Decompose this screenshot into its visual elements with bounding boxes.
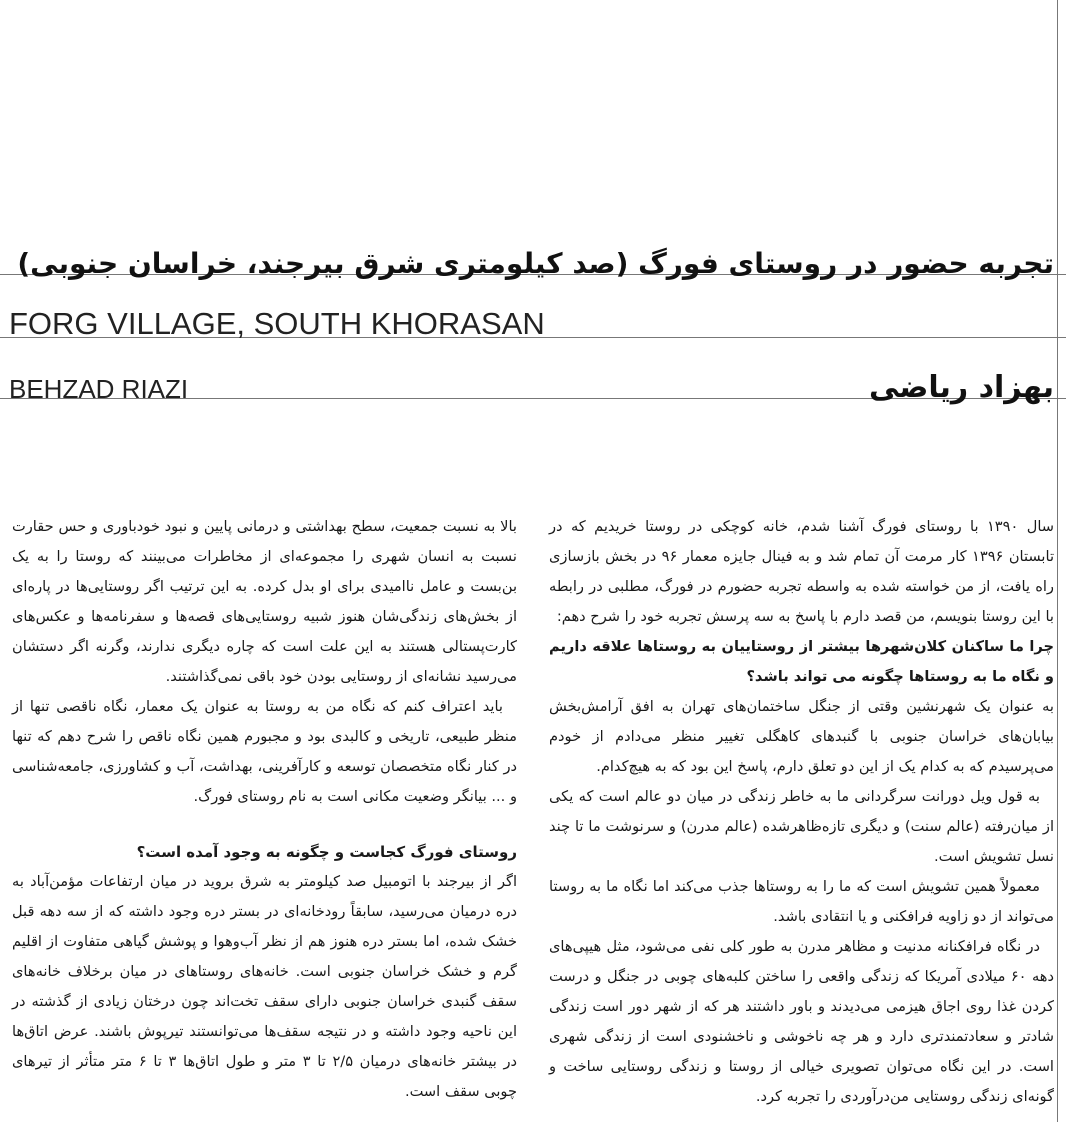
article-title-english: FORG VILLAGE, SOUTH KHORASAN xyxy=(9,306,545,341)
paragraph: به قول ویل دورانت سرگردانی ما به خاطر زندگی در میان دو عالم است که یکی از میان‌رفته (عالم سنت) و دیگری تازه‌ظاهرشده (عالم مدرن) و سرنوشت ما تا چند نسل تشویش است. xyxy=(549,788,1054,865)
paragraph: اگر از بیرجند با اتومبیل صد کیلومتر به شرق بروید در میان ارتفاعات مؤمن‌آباد به دره درمیان می‌رسید، سابقاً رودخانه‌ای در بستر دره وجود داشته که از سه دهه قبل خشک شده، اما بستر دره هنوز هم از نظر آب‌وهوا و پوشش گیاهی متفاوت از اقلیم گرم و خشک خراسان جنوبی است. خانه‌های روستاهای در میان برخلاف خانه‌های سقف گنبدی خراسان جنوبی دارای سقف تخت‌اند چون درختان زیادی از گذشته در این ناحیه وجود داشته و در نتیجه سقف‌ها می‌توانستند تیرپوش باشند. عرض اتاق‌ها در بیشتر خانه‌های درمیان ۲/۵ تا ۳ متر و طول اتاق‌ها ۳ تا ۶ متر متأثر از تیرهای چوبی سقف است. xyxy=(12,873,517,1100)
paragraph: به عنوان یک شهرنشین وقتی از جنگل ساختمان‌های تهران به افق آرامش‌بخش بیابان‌های خراسان جنوبی با گنبدهای کاهگلی تغییر منظر می‌دادم از خودم می‌پرسیدم که به کدام یک از این دو تعلق دارم، پاسخ این بود که به هیچ‌کدام. xyxy=(549,698,1054,775)
paragraph: سال ۱۳۹۰ با روستای فورگ آشنا شدم، خانه کوچکی در روستا خریدیم که در تابستان ۱۳۹۶ کار مرمت آن تمام شد و به فینال جایزه معمار ۹۶ در بخش بازسازی راه یافت، از من خواسته شده به واسطه تجربه حضورم در فورگ، مطلبی در رابطه با این روستا بنویسم، من قصد دارم با پاسخ به سه پرسش تجربه خود را شرح دهم: xyxy=(549,518,1055,625)
article-title-persian: تجربه حضور در روستای فورگ (صد کیلومتری شرق بیرجند، خراسان جنوبی) xyxy=(17,247,1054,280)
section-heading: روستای فورگ کجاست و چگونه به وجود آمده است؟ xyxy=(136,843,517,861)
paragraph: باید اعتراف کنم که نگاه من به روستا به عنوان یک معمار، نگاه ناقصی تنها از منظر طبیعی، تاریخی و کالبدی بود و مجبورم همین نگاه ناقص را شرح دهم که تنها در کنار نگاه متخصصان توسعه و کارآفرینی، بهداشت، آب و کشاورزی، جامعه‌شناسی و ... بیانگر وضعیت مکانی است به نام روستای فورگ. xyxy=(12,698,517,805)
article-column-left xyxy=(12,512,517,1107)
paragraph: بالا به نسبت جمعیت، سطح بهداشتی و درمانی پایین و نبود خودباوری و حس حقارت نسبت به انسان شهری را مجموعه‌ای از مخاطرات می‌بینند که روستا را به یک بن‌بست و عامل ناامیدی برای او بدل کرده. به این ترتیب اگر روستایی‌ها در پاره‌ای از بخش‌های زندگی‌شان هنوز شبیه روستایی‌های قصه‌ها و سفرنامه‌ها و عکس‌های کارت‌پستالی هستند به این علت است که چاره دیگری ندارند، وگرنه اگر دستشان می‌رسید نشانه‌ای از روستایی بودن خود باقی نمی‌گذاشتند. xyxy=(12,518,517,685)
paragraph: معمولاً همین تشویش است که ما را به روستاها جذب می‌کند اما نگاه ما به روستا می‌تواند از دو زاویه فرافکنی و یا انتقادی باشد. xyxy=(549,878,1054,925)
question-heading: چرا ما ساکنان کلان‌شهرها بیشتر از روستاییان به روستاها علاقه داریم و نگاه ما به روستاها چگونه می تواند باشد؟ xyxy=(549,638,1054,685)
author-name-english: BEHZAD RIAZI xyxy=(9,374,189,404)
article-column-right xyxy=(549,512,1054,1112)
margin-rule-right xyxy=(1057,0,1058,1122)
author-name-persian: بهزاد ریاضی xyxy=(869,370,1054,405)
paragraph: در نگاه فرافکنانه مدنیت و مظاهر مدرن به طور کلی نفی می‌شود، مثل هیپی‌های دهه ۶۰ میلادی آمریکا که زندگی واقعی را ساختن کلبه‌های چوبی در جنگل و درست کردن غذا روی اجاق هیزمی می‌دیدند و باور داشتند هر که از شهر دور است زندگی شادتر و سعادتمندتری دارد و هر چه ناخوشی و ناخشنودی است از زندگی شهری است. در این نگاه می‌توان تصویری خیالی از روستا و زندگی روستایی ساخت و گونه‌ای زندگی روستایی من‌درآوردی را تجربه کرد. xyxy=(549,938,1054,1105)
